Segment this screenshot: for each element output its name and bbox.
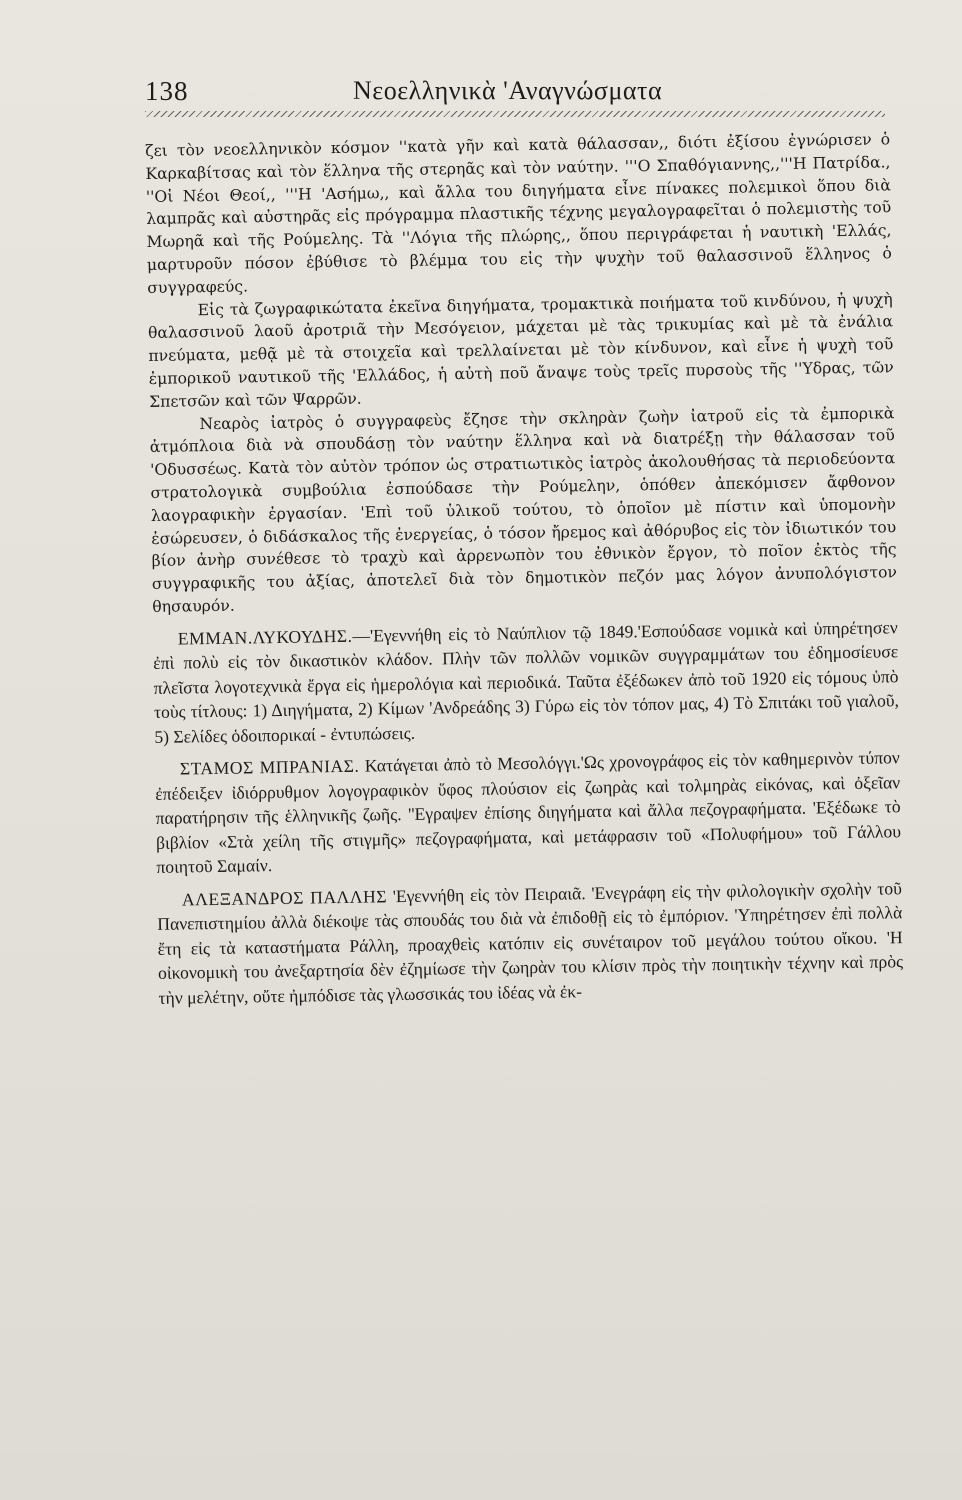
entry-text-lykoudis: —'Εγεννήθη εἰς τὸ Ναύπλιον τῷ 1849.'Εσπούδασε νομικὰ καὶ ὑπηρέτησεν ἐπὶ πολὺ εἰς τὸν δικαστικὸν κλάδον. Πλὴν τῶν πολλῶν νομικῶν συγγραμμάτων του ἐδημοσίευσε πλεῖστα λογοτεχνικὰ ἔργα εἰς ἡμερολόγια καὶ περιοδικά. Ταῦτα ἐξέδωκεν ἀπὸ τοῦ 1920 εἰς τόμους ὑπὸ τοὺς τίτλους: 1) Διηγήματα, 2) Κίμων 'Ανδρεάδης 3) Γύρω εἰς τὸν τόπον μας, 4) Τὸ Σπιτάκι τοῦ γιαλοῦ, 5) Σελίδες ὁδοιπορικαί - ἐντυπώσεις. [153, 616, 900, 747]
entry-name-branias: ΣΤΑΜΟΣ ΜΠΡΑΝΙΑΣ. [179, 755, 360, 779]
entry-text-pallis: 'Εγεννήθη εἰς τὸν Πειραιᾶ. 'Ενεγράφη εἰς τὴν φιλολογικὴν σχολὴν τοῦ Πανεπιστημίου ἀλλὰ διέκοψε τὰς σπουδάς του διὰ νὰ ἐπιδοθῇ εἰς τὸ ἐμπόριον. 'Υπηρέτησεν ἐπὶ πολλὰ ἔτη εἰς τὰ καταστήματα Ράλλη, προαχθεὶς κατόπιν εἰς συνέταιρον τοῦ μεγάλου τούτου οἴκου. 'Η οἰκονομικὴ του ἀνεξαρτησία δὲν ἐζημίωσε τὴν ζωηρὰν του κλίσιν πρὸς τὴν ποιητικὴν τέχνην καὶ πρὸς τὴν μελέτην, οὔτε ἠμπόδισε τὰς γλωσσικάς του ἰδέας νὰ ἐκ- [157, 877, 904, 1008]
paragraph-karkavitsas-works: ζει τὸν νεοελληνικὸν κόσμον ''κατὰ γῆν καὶ κατὰ θάλασσαν,, διότι ἐξίσου ἐγνώρισεν ὁ Καρκαβίτσας καὶ τὸν ἕλληνα τῆς στερηᾶς καὶ τὸν ναύτην. '''Ο Σπαθόγιαννης,,'''Η Πατρίδα., ''Οἱ Νέοι Θεοί,, '''Η 'Ασήμω,, καὶ ἄλλα του διηγήματα εἶνε πίνακες πολεμικοὶ ὅπου διὰ λαμπρᾶς καὶ αὐστηρᾶς εἰς πρόγραμμα πλαστικῆς τέχνης μεγαλογραφεῖται ὁ πολεμιστὴς τοῦ Μωρηᾶ καὶ τῆς Ρούμελης. Τὰ ''Λόγια τῆς πλώρης,, ὅπου περιγράφεται ἡ ναυτικὴ 'Ελλάς, μαρτυροῦν πόσον ἐβύθισε τὸ βλέμμα του εἰς τὴν ψυχὴν τοῦ θαλασσινοῦ ἕλληνος ὁ συγγραφεύς. [145, 130, 893, 297]
paragraph-sea-stories: Εἰς τὰ ζωγραφικώτατα ἐκεῖνα διηγήματα, τρομακτικὰ ποιήματα τοῦ κινδύνου, ἡ ψυχὴ θαλασσινοῦ λαοῦ ἀροτριᾶ τὴν Μεσόγειον, μάχεται μὲ τὰς τρικυμίας καὶ μὲ τὰ ἐνάλια πνεύματα, μεθᾷ μὲ τὰ στοιχεῖα καὶ τρελλαίνεται μὲ τὸν κίνδυνον, καὶ εἶνε ἡ ψυχὴ τοῦ ἐμπορικοῦ ναυτικοῦ τῆς 'Ελλάδος, ἡ αὐτὴ ποῦ ἄναψε τοὺς τρεῖς πυρσοὺς τῆς ''Υδρας, τῶν Σπετσῶν καὶ τῶν Ψαρρῶν. [147, 289, 894, 411]
entry-name-pallis: ΑΛΕΞΑΝΔΡΟΣ ΠΑΛΛΗΣ [181, 886, 388, 910]
entry-lykoudis [153, 615, 900, 749]
entry-branias [155, 745, 902, 879]
paragraph-author-doctor: Νεαρὸς ἰατρὸς ὁ συγγραφεὺς ἔζησε τὴν σκληρὰν ζωὴν ἰατροῦ εἰς τὰ ἐμπορικὰ ἀτμόπλοια διὰ νὰ σπουδάσῃ τὸν ναύτην ἕλληνα καὶ νὰ διατρέξῃ τὴν θάλασσαν τοῦ 'Οδυσσέως. Κατὰ τὸν αὐτὸν τρόπον ὡς στρατιωτικὸς ἰατρὸς ἀκολουθήσας τὰ περιοδεύοντα στρατολογικὰ συμβούλια ἐσπούδασε τὴν Ρούμελην, ὁπόθεν ἀπεκόμισεν ἄφθονον λαογραφικὴν ἐργασίαν. 'Επὶ τοῦ ὑλικοῦ τούτου, τὸ ὁποῖον μὲ πίστιν καὶ ὑπομονὴν ἐσώρευσεν, ὁ διδάσκαλος τῆς ἐνεργείας, ὁ τόσον ἤρεμος καὶ ἀθόρυβος εἰς τὸν ἰδιωτικόν του βίον ἀνὴρ συνέθεσε τὸ τραχὺ καὶ ἀρρενωπὸν του ἐθνικὸν ἔργον, τὸ ποῖον ἐκτὸς τῆς συγγραφικῆς του ἀξίας, ἀποτελεῖ διὰ τὸν δημοτικὸν πεζόν μας λόγον ἀνυπολόγιστον θησαυρόν. [149, 403, 898, 616]
entry-text-branias: Κατάγεται ἀπὸ τὸ Μεσολόγγι.'Ως χρονογράφος εἰς τὸν καθημερινὸν τύπον ἐπέδειξεν ἰδιόρρυθμον λογογραφικὸν ὕφος πλούσιον εἰς ζωηρὰς καὶ τολμηρὰς εἰκόνας, καὶ ὀξεῖαν παρατήρησιν τῆς ἑλληνικῆς ζωῆς. ''Εγραψεν ἐπίσης διηγήματα καὶ ἄλλα πεζογραφήματα. 'Εξέδωκε τὸ βιβλίον «Στὰ χείλη τῆς στιγμῆς» πεζογραφήματα, καὶ μετάφρασιν τοῦ «Πολυφήμου» τοῦ Γάλλου ποιητοῦ Σαμαίν. [155, 747, 902, 878]
entry-name-lykoudis: ΕΜΜΑΝ.ΛΥΚΟΥΔΗΣ. [177, 625, 353, 649]
page-body-text [145, 128, 904, 1010]
header-wavy-rule [145, 111, 885, 117]
page-number: 138 [145, 76, 189, 106]
page-header [145, 72, 885, 112]
entry-pallis [157, 876, 904, 1010]
running-title: Νεοελληνικὰ 'Αναγνώσματα [353, 76, 663, 105]
